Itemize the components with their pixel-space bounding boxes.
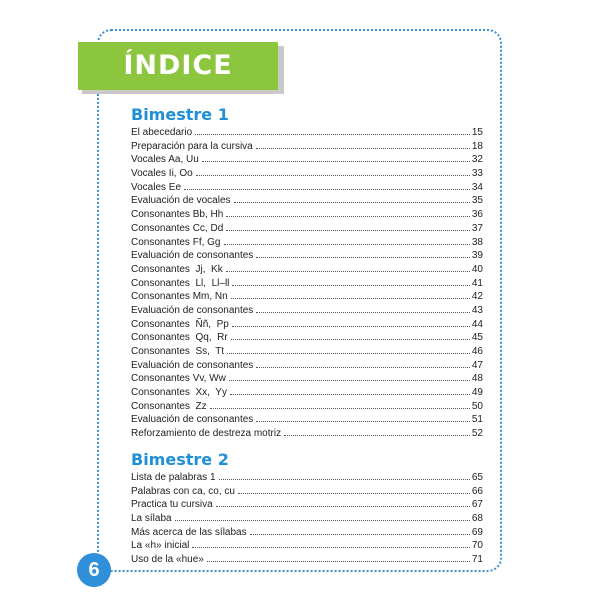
toc-entry[interactable]: [131, 181, 483, 195]
dot-leader: [175, 520, 470, 521]
toc-entry-page: 41: [471, 277, 483, 289]
toc-entry-label: Vocales Ee: [131, 181, 182, 193]
toc-entry[interactable]: [131, 359, 483, 373]
dot-leader: [231, 298, 470, 299]
toc-entry[interactable]: [131, 140, 483, 154]
toc-entry[interactable]: [131, 512, 483, 526]
toc-entry[interactable]: [131, 386, 483, 400]
dot-leader: [234, 202, 470, 203]
toc-entry-page: 34: [471, 181, 483, 193]
dot-leader: [207, 561, 470, 562]
dot-leader: [219, 479, 470, 480]
dot-leader: [210, 408, 470, 409]
toc-list: [131, 471, 483, 567]
toc-entry-label: Preparación para la cursiva: [131, 140, 253, 152]
toc-entry-page: 18: [471, 140, 483, 152]
page-number-badge: 6: [77, 553, 111, 587]
toc-entry[interactable]: [131, 400, 483, 414]
toc-entry[interactable]: [131, 249, 483, 263]
dot-leader: [232, 285, 469, 286]
dot-leader: [229, 380, 470, 381]
toc-entry[interactable]: [131, 126, 483, 140]
toc-entry-label: Consonantes Jj, Kk: [131, 263, 223, 275]
toc-entry[interactable]: [131, 167, 483, 181]
toc-entry-page: 69: [471, 526, 483, 538]
toc-entry-page: 68: [471, 512, 483, 524]
toc-entry-page: 71: [471, 553, 483, 565]
toc-entry-label: Consonantes Bb, Hh: [131, 209, 224, 221]
toc-entry-page: 47: [471, 359, 483, 371]
dot-leader: [184, 189, 470, 190]
table-of-contents: [131, 104, 483, 567]
toc-entry-label: Consonantes Vv, Ww: [131, 373, 226, 385]
toc-entry-page: 51: [471, 414, 483, 426]
toc-entry-label: Evaluación de consonantes: [131, 304, 254, 316]
toc-entry[interactable]: [131, 372, 483, 386]
toc-entry[interactable]: [131, 222, 483, 236]
section-bimestre-2: [131, 449, 483, 567]
dot-leader: [232, 326, 470, 327]
toc-entry-page: 65: [471, 471, 483, 483]
toc-entry[interactable]: [131, 194, 483, 208]
dot-leader: [202, 161, 470, 162]
dot-leader: [224, 244, 470, 245]
toc-entry-label: Vocales Aa, Uu: [131, 154, 199, 166]
dot-leader: [231, 339, 470, 340]
toc-entry-label: Consonantes Mm, Nn: [131, 291, 228, 303]
toc-entry-page: 67: [471, 499, 483, 511]
section-title: Bimestre 1: [131, 105, 229, 124]
dot-leader: [256, 421, 470, 422]
toc-entry-page: 42: [471, 291, 483, 303]
toc-entry[interactable]: [131, 277, 483, 291]
toc-entry-page: 70: [471, 540, 483, 552]
toc-entry[interactable]: [131, 290, 483, 304]
toc-entry[interactable]: [131, 413, 483, 427]
toc-entry[interactable]: [131, 318, 483, 332]
dot-leader: [256, 367, 470, 368]
toc-entry[interactable]: [131, 471, 483, 485]
toc-entry-label: Evaluación de consonantes: [131, 414, 254, 426]
toc-entry[interactable]: [131, 427, 483, 441]
toc-entry-page: 48: [471, 373, 483, 385]
toc-entry-label: Practica tu cursiva: [131, 499, 213, 511]
toc-entry-page: 37: [471, 222, 483, 234]
toc-entry-label: Consonantes Qq, Rr: [131, 332, 228, 344]
dot-leader: [284, 435, 470, 436]
toc-entry-label: Consonantes Ll, Ll–ll: [131, 277, 230, 289]
toc-entry-page: 15: [471, 127, 483, 138]
dot-leader: [256, 257, 470, 258]
toc-entry-label: Uso de la «hue»: [131, 553, 204, 565]
toc-entry-label: El abecedario: [131, 127, 193, 138]
toc-entry-page: 44: [471, 318, 483, 330]
toc-entry[interactable]: [131, 331, 483, 345]
toc-entry-label: Reforzamiento de destreza motriz: [131, 428, 282, 440]
toc-entry[interactable]: [131, 526, 483, 540]
toc-entry-page: 32: [471, 154, 483, 166]
toc-entry-label: Más acerca de las sílabas: [131, 526, 247, 538]
toc-entry-label: Lista de palabras 1: [131, 471, 216, 483]
toc-entry-label: Evaluación de consonantes: [131, 359, 254, 371]
dot-leader: [226, 271, 470, 272]
toc-entry-page: 38: [471, 236, 483, 248]
toc-entry[interactable]: [131, 304, 483, 318]
toc-entry[interactable]: [131, 345, 483, 359]
toc-entry-page: 50: [471, 400, 483, 412]
toc-entry[interactable]: [131, 498, 483, 512]
page-title: ÍNDICE: [78, 42, 278, 90]
dot-leader: [216, 506, 470, 507]
toc-entry[interactable]: [131, 553, 483, 567]
toc-entry-label: Consonantes Ññ, Pp: [131, 318, 229, 330]
toc-entry-label: Consonantes Zz: [131, 400, 207, 412]
toc-entry[interactable]: [131, 263, 483, 277]
toc-entry-label: La sílaba: [131, 512, 172, 524]
toc-entry[interactable]: [131, 485, 483, 499]
toc-entry-label: Palabras con ca, co, cu: [131, 485, 235, 497]
toc-entry-page: 40: [471, 263, 483, 275]
toc-entry[interactable]: [131, 153, 483, 167]
dot-leader: [250, 534, 470, 535]
dot-leader: [226, 230, 470, 231]
toc-entry-page: 35: [471, 195, 483, 207]
dot-leader: [256, 312, 470, 313]
dot-leader: [238, 493, 470, 494]
toc-entry-label: Evaluación de vocales: [131, 195, 231, 207]
section-bimestre-1: [131, 104, 483, 441]
toc-entry-page: 43: [471, 304, 483, 316]
toc-entry-page: 46: [471, 346, 483, 357]
toc-entry-label: Consonantes Ff, Gg: [131, 236, 221, 248]
toc-entry-page: 33: [471, 168, 483, 180]
toc-entry-page: 36: [471, 209, 483, 221]
dot-leader: [195, 134, 470, 135]
toc-entry[interactable]: [131, 236, 483, 250]
dot-leader: [230, 394, 470, 395]
toc-entry-label: Evaluación de consonantes: [131, 250, 254, 262]
toc-entry-page: 45: [471, 332, 483, 344]
dot-leader: [196, 175, 470, 176]
toc-entry-label: Consonantes Xx, Yy: [131, 387, 227, 399]
toc-entry-page: 49: [471, 387, 483, 399]
toc-entry-page: 66: [471, 485, 483, 497]
toc-entry[interactable]: [131, 208, 483, 222]
toc-entry[interactable]: [131, 539, 483, 553]
dot-leader: [226, 216, 470, 217]
toc-entry-label: Consonantes Ss, Tt: [131, 346, 225, 357]
toc-entry-page: 52: [471, 428, 483, 440]
toc-list: [131, 126, 483, 441]
dot-leader: [192, 547, 470, 548]
toc-entry-label: Vocales Ii, Oo: [131, 168, 193, 180]
dot-leader: [256, 148, 470, 149]
dot-leader: [227, 353, 470, 354]
toc-entry-page: 39: [471, 250, 483, 262]
toc-entry-label: Consonantes Cc, Dd: [131, 222, 224, 234]
toc-entry-label: La «h» inicial: [131, 540, 190, 552]
section-title: Bimestre 2: [131, 449, 229, 469]
